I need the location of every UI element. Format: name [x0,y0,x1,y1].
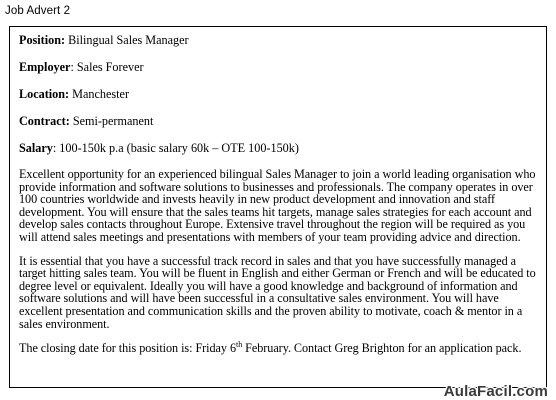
contract-value: Semi-permanent [69,114,154,128]
text-line: provide information and software solutions to businesses and professionals. The company operates in over [19,179,533,194]
contract-field [19,114,546,128]
ordinal-suffix: th [236,340,243,350]
position-value: Bilingual Sales Manager [65,33,189,47]
salary-value: : 100-150k p.a (basic salary 60k – OTE 100-150k) [52,141,299,155]
contract-label: Contract: [19,114,70,128]
requirements-paragraph [19,255,541,331]
text-line: 100 countries worldwide and invests heavily in new product development and innovation and staff [19,192,495,207]
text-line: development. You will ensure that the sales teams hit targets, manage sales strategies for each account and [19,204,532,219]
salary-field [19,141,546,155]
position-field [19,33,546,47]
text-line: sales environment. [19,316,110,331]
text-line: Excellent opportunity for an experienced bilingual Sales Manager to join a world leading organisation who [19,167,536,181]
text-line: software solutions and will have been successful in a consultative sales environment. You will have [19,291,499,306]
employer-field [19,60,546,74]
description-paragraph [19,168,541,244]
document-heading: Job Advert 2 [5,5,71,17]
position-label: Position: [19,33,66,47]
text-line: degree level or equivalent. Ideally you will have a good knowledge and background of information and [19,278,518,293]
salary-label: Salary [19,141,53,155]
job-advert-box [9,26,547,388]
closing-line [19,342,541,355]
location-field [19,87,546,101]
employer-label: Employer [19,60,71,74]
text-line: will attend sales meetings and presentations with members of your team providing advice and direction. [19,229,521,244]
employer-value: : Sales Forever [70,60,144,74]
closing-paragraph [19,342,541,355]
watermark-logo: AulaFacil.com [443,383,548,400]
text-line: target hitting sales team. You will be fluent in English and either German or French and will be educated to [19,266,536,281]
location-label: Location: [19,87,70,101]
closing-text-before: The closing date for this position is: Friday 6 [19,341,237,356]
location-value: Manchester [69,87,130,101]
text-line: It is essential that you have a successful track record in sales and that you have successfully managed a [19,253,516,268]
closing-text-after: February. Contact Greg Brighton for an application pack. [242,341,522,356]
text-line: excellent presentation and communication skills and the proven ability to motivate, coach & mentor in a [19,303,523,318]
text-line: develop sales contacts throughout Europe. Extensive travel throughout the region will be required as you [19,217,526,232]
